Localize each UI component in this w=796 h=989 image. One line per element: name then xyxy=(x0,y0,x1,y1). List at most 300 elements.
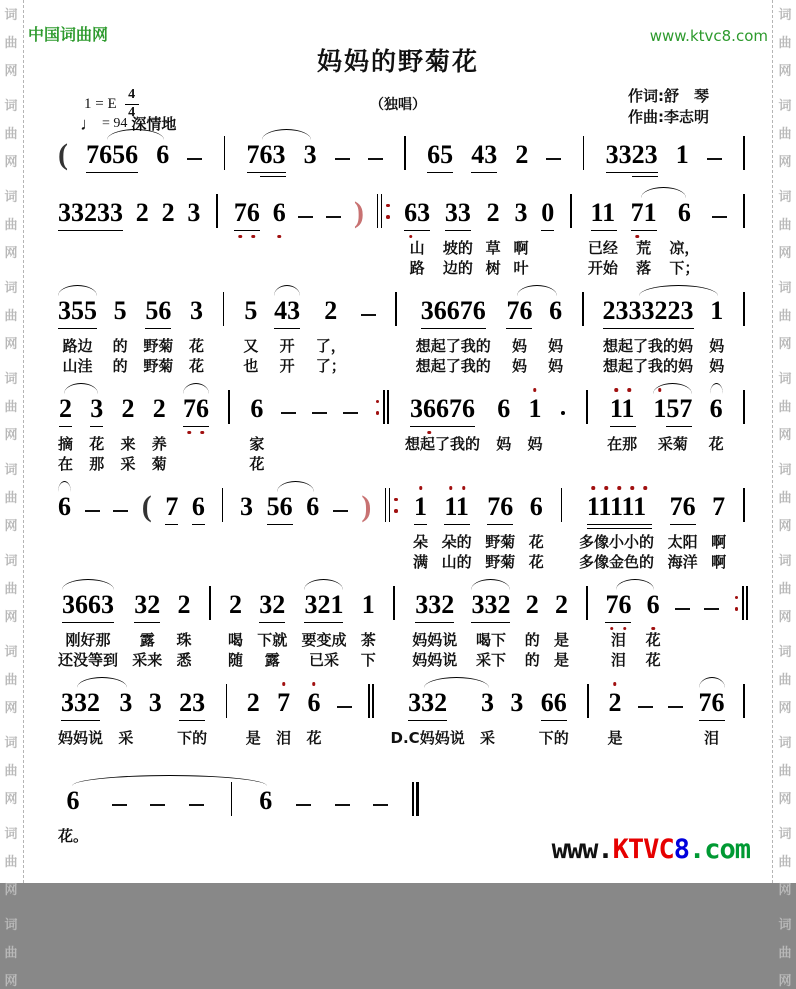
lyric-verse2: 海洋 xyxy=(667,553,698,571)
lyric-verse1: 珠 xyxy=(176,631,192,649)
octave-dot xyxy=(462,486,466,490)
watermark-char: 曲 xyxy=(778,491,792,506)
note-token: 32 下就 露 xyxy=(257,590,288,669)
barline xyxy=(218,480,226,572)
duration-dash xyxy=(312,382,327,474)
note-token: 76 泪 xyxy=(698,688,725,747)
note-token: 7 啊 啊 xyxy=(711,492,727,571)
octave-dot xyxy=(533,388,537,392)
lyric-verse1: 的 xyxy=(524,631,540,649)
watermark-char: 网 xyxy=(4,337,18,352)
beam-underline xyxy=(445,230,471,231)
watermark-char: 词 xyxy=(778,8,792,23)
watermark-char: 网 xyxy=(778,792,792,807)
note-token: 6 花 花 xyxy=(528,492,544,571)
lyric-verse2: 下； xyxy=(669,259,700,277)
note-token: 23 下的 xyxy=(177,688,208,747)
octave-dot xyxy=(615,388,619,392)
note-token: 36676 想起了我的 想起了我的 xyxy=(415,296,491,375)
duration-dash xyxy=(373,774,388,866)
watermark-char: 曲 xyxy=(4,582,18,597)
watermark-char: 曲 xyxy=(4,127,18,142)
beam-underline xyxy=(666,426,692,427)
beam-underline xyxy=(145,328,171,329)
note-token: 2 xyxy=(135,198,149,227)
barline xyxy=(401,128,409,180)
lyric-verse2: 悉 xyxy=(176,651,192,669)
watermark-char: 曲 xyxy=(4,946,18,961)
watermark-char: 曲 xyxy=(778,127,792,142)
logo-segment: www. xyxy=(551,834,613,865)
watermark-char: 网 xyxy=(4,428,18,443)
duration-dash xyxy=(296,774,311,866)
note-token: 2 xyxy=(515,140,529,169)
lyric-verse2: 采来 xyxy=(132,651,163,669)
lyric-verse2: 满 xyxy=(413,553,429,571)
lyric-verse2: 边的 xyxy=(442,259,473,277)
octave-dot xyxy=(239,235,243,239)
barline xyxy=(740,480,748,572)
note-token: 1 xyxy=(675,140,689,169)
barline xyxy=(584,676,592,768)
lyric-verse1: 了， xyxy=(315,337,346,355)
lyric-verse1: 是 xyxy=(245,729,261,747)
watermark-char: 曲 xyxy=(778,855,792,870)
note-token: 6 xyxy=(273,186,286,278)
barline xyxy=(374,382,389,474)
lyric-verse2: 开始 xyxy=(587,259,618,277)
lyric-verse1: 茶 xyxy=(360,631,376,649)
duration-dash xyxy=(337,676,352,768)
note-token: 6 花 花 xyxy=(645,590,661,669)
lyric-verse1: 刚好那 xyxy=(65,631,111,649)
beam-underline xyxy=(587,524,652,525)
note-token: 6 xyxy=(192,480,205,572)
beam-underline xyxy=(58,328,97,329)
beam-underline xyxy=(90,426,103,427)
lyric-verse1: 啊 xyxy=(513,239,529,257)
phrase-paren: ) xyxy=(354,196,365,229)
note-token: 6 凉， 下； xyxy=(669,198,700,277)
note-token: 11 在那 xyxy=(607,382,637,474)
duration-dash xyxy=(85,480,100,572)
beam-underline xyxy=(487,524,513,525)
lyric-verse1: 已经 xyxy=(587,239,618,257)
lyric-verse1: 下就 xyxy=(257,631,288,649)
note-token: 321 要变成 已采 xyxy=(301,590,347,669)
barline xyxy=(213,186,221,278)
barline xyxy=(583,382,591,474)
note-token: 76 妈 妈 xyxy=(506,296,533,375)
lyric-verse2: 啊 xyxy=(711,553,727,571)
lyric-verse1: 坡的 xyxy=(442,239,473,257)
duration-dash xyxy=(704,578,719,670)
watermark-char: 曲 xyxy=(778,946,792,961)
time-denominator: 4 xyxy=(128,104,136,120)
note-token: 2 摘 在 xyxy=(58,394,74,473)
lyric-verse1: 养 xyxy=(151,435,167,453)
lyric-verse2: 花 xyxy=(645,651,661,669)
lyric-verse1: 露 xyxy=(139,631,155,649)
lyric-verse2: 花 xyxy=(528,553,544,571)
quarter-note-icon: ♩ xyxy=(80,113,98,134)
barline xyxy=(740,676,748,768)
beam-underline xyxy=(247,172,286,173)
octave-dot xyxy=(409,235,413,239)
lyric-verse1: 下的 xyxy=(538,729,569,747)
note-token: 3323 xyxy=(606,128,658,180)
beam-underline xyxy=(62,622,114,623)
lyric-verse1: 花 xyxy=(89,435,105,453)
watermark-char: 词 xyxy=(4,645,18,660)
watermark-char: 曲 xyxy=(4,36,18,51)
duration-dash xyxy=(281,382,296,474)
lyric-verse1: 是 xyxy=(553,631,569,649)
lyric-verse2: 菊 xyxy=(151,455,167,473)
note-token: 2 的 的 xyxy=(524,590,540,669)
watermark-char: 曲 xyxy=(778,36,792,51)
watermark-char: 词 xyxy=(4,99,18,114)
watermark-char: 词 xyxy=(778,372,792,387)
watermark-char: 词 xyxy=(4,8,18,23)
watermark-char: 词 xyxy=(778,463,792,478)
octave-dot xyxy=(635,235,639,239)
note-token: 6 xyxy=(259,786,273,815)
beam-underline xyxy=(415,622,454,623)
note-token: 332 妈妈说 xyxy=(58,688,104,747)
duration-dash xyxy=(150,774,165,866)
performance-type: （独唱） xyxy=(370,97,426,113)
lyric-verse1: 开 xyxy=(279,337,295,355)
note-token: 3 采 xyxy=(480,688,496,747)
beam-underline xyxy=(631,230,657,231)
site-url-link[interactable]: www.ktvc8.com xyxy=(649,27,768,45)
note-token: 11 朵的 山的 xyxy=(442,480,472,572)
note-token: 2 喝 随 xyxy=(227,590,243,669)
watermark-char: 网 xyxy=(4,519,18,534)
note-token: 1 朵 满 xyxy=(413,480,428,572)
barline xyxy=(567,186,575,278)
note-token: 6 xyxy=(58,492,71,521)
lyric-verse2: 花 xyxy=(249,455,265,473)
lyric-verse2: 开 xyxy=(279,357,295,375)
beam-underline xyxy=(605,622,631,623)
lyric-verse2: 妈妈说 xyxy=(412,651,458,669)
barline xyxy=(220,284,228,376)
lyric-verse2: 采 xyxy=(120,455,136,473)
barline xyxy=(377,186,392,278)
note-token: 65 xyxy=(427,128,453,180)
octave-dot xyxy=(618,486,622,490)
duration-dash xyxy=(707,128,722,180)
lyric-verse2: 花 xyxy=(189,357,205,375)
lyric-verse2: 野菊 xyxy=(485,553,516,571)
octave-dot xyxy=(201,431,205,435)
ktvc8-logo-link[interactable] xyxy=(552,836,750,863)
note-token: 2333223 想起了我的妈 想起了我的妈 xyxy=(602,296,694,375)
note-token: 2 是 是 xyxy=(553,590,569,669)
note-token: 5 又 也 xyxy=(243,296,259,375)
octave-dot xyxy=(277,235,281,239)
watermark-char: 曲 xyxy=(778,673,792,688)
note-token: 2 来 采 xyxy=(120,394,136,473)
lyric-verse1: 妈妈说 xyxy=(412,631,458,649)
barline xyxy=(228,774,236,866)
lyric-verse2: 的 xyxy=(112,357,128,375)
beam-underline xyxy=(404,230,430,231)
lyric-verse1: 采 xyxy=(480,729,496,747)
lyric-verse1: 荒 xyxy=(636,239,652,257)
note-token: 33 坡的 边的 xyxy=(442,198,473,277)
note-token: 1 妈 妈 xyxy=(709,296,725,375)
lyric-verse1: 山 xyxy=(409,239,425,257)
watermark-char: 词 xyxy=(4,463,18,478)
note-token: 7656 xyxy=(86,128,138,180)
octave-dot xyxy=(644,486,648,490)
barline xyxy=(385,480,400,572)
octave-dot xyxy=(631,486,635,490)
octave-dot xyxy=(613,682,617,686)
lyric-verse1: 摘 xyxy=(58,435,74,453)
note-token: 76 xyxy=(234,186,260,278)
watermark-char: 网 xyxy=(4,792,18,807)
watermark-char: 词 xyxy=(778,918,792,933)
lyric-verse2: 多像金色的 xyxy=(578,553,654,571)
lyric-verse1: 泪 xyxy=(703,729,719,747)
beam-underline xyxy=(274,328,300,329)
lyric-verse1: 凉， xyxy=(669,239,700,257)
lyric-verse2: 路 xyxy=(409,259,425,277)
lyric-verse2: 想起了我的 xyxy=(415,357,491,375)
lyric-verse1: 想起了我的 xyxy=(415,337,491,355)
lyric-verse2: 露 xyxy=(264,651,280,669)
octave-dot xyxy=(605,486,609,490)
beam-underline xyxy=(414,524,427,525)
note-token: 32 露 采来 xyxy=(132,590,163,669)
duration-dash xyxy=(189,774,204,866)
beam-underline xyxy=(541,230,554,231)
barline xyxy=(557,480,565,572)
lyric-verse1: 多像小小的 xyxy=(578,533,654,551)
watermark-char: 曲 xyxy=(778,582,792,597)
watermark-char: 网 xyxy=(778,64,792,79)
note-token: 3 花 那 xyxy=(89,394,105,473)
lyric-verse2: 了； xyxy=(315,357,346,375)
lyric-verse1: 路边 xyxy=(62,337,93,355)
score-line xyxy=(58,284,748,376)
lyric-verse1: 朵 xyxy=(413,533,429,551)
watermark-char: 词 xyxy=(4,190,18,205)
beam-underline xyxy=(410,426,475,427)
lyric-verse1: 花 xyxy=(528,533,544,551)
note-token: 3 xyxy=(187,198,201,227)
note-token: 332 喝下 采下 xyxy=(471,590,511,669)
octave-dot xyxy=(592,486,596,490)
lyric-verse2: 在 xyxy=(58,455,74,473)
note-token: 332 D.C妈妈说 xyxy=(390,688,465,747)
note-token: 2 了， 了； xyxy=(315,296,346,375)
note-token: 763 xyxy=(247,128,286,180)
site-name-link[interactable]: 中国词曲网 xyxy=(28,25,109,44)
note-token: 157 采菊 xyxy=(653,382,692,474)
watermark-char: 词 xyxy=(778,827,792,842)
watermark-char: 网 xyxy=(4,155,18,170)
beam-underline xyxy=(86,172,138,173)
note-token: 0 xyxy=(541,186,554,278)
note-token: 2 是 xyxy=(245,688,261,747)
note-token: 3 花 花 xyxy=(189,296,205,375)
watermark-char: 网 xyxy=(4,974,18,989)
note-token: 355 路边 山洼 xyxy=(58,296,97,375)
score-line xyxy=(58,480,748,572)
note-token: 3 xyxy=(303,140,317,169)
lyric-verse1: 下的 xyxy=(177,729,208,747)
expression-text: 深情地 xyxy=(131,115,177,133)
note-token: 76 xyxy=(183,382,209,474)
watermark-char: 曲 xyxy=(778,309,792,324)
octave-dot xyxy=(312,682,316,686)
time-numerator: 4 xyxy=(128,87,136,102)
barline xyxy=(733,578,748,670)
beam-underline xyxy=(408,720,447,721)
beam-underline xyxy=(59,426,72,427)
note-token: 6 花 xyxy=(708,394,724,453)
watermark-char: 曲 xyxy=(4,764,18,779)
duration-dash xyxy=(368,128,383,180)
lyric-verse1: 妈 xyxy=(527,435,543,453)
lyric-verse2: 山的 xyxy=(441,553,472,571)
beam-underline xyxy=(260,176,286,177)
lyric-verse1: 是 xyxy=(607,729,623,747)
watermark-char: 网 xyxy=(778,883,792,898)
lyric-verse1: 妈 xyxy=(511,337,527,355)
beam-underline xyxy=(506,328,532,329)
note-token: 2 是 xyxy=(607,676,622,768)
lyric-verse1: 啊 xyxy=(711,533,727,551)
beam-underline xyxy=(471,622,510,623)
octave-dot xyxy=(419,486,423,490)
beam-underline xyxy=(699,720,725,721)
note-token: 71 荒 落 xyxy=(630,198,657,277)
watermark-char: 网 xyxy=(778,610,792,625)
barline xyxy=(583,578,591,670)
barline xyxy=(390,578,398,670)
watermark-char: 曲 xyxy=(4,309,18,324)
duration-dash xyxy=(298,186,313,278)
watermark-char: 词 xyxy=(4,281,18,296)
barline xyxy=(740,186,748,278)
barline xyxy=(225,382,233,474)
note-token: 6 花。 xyxy=(58,786,89,845)
note-token: 1 妈 xyxy=(527,382,542,474)
note-token: 2 养 菊 xyxy=(151,394,167,473)
watermark-char: 网 xyxy=(778,974,792,989)
lyric-verse1: 野菊 xyxy=(485,533,516,551)
score-line xyxy=(58,128,748,180)
lyric-verse2: 泪 xyxy=(610,651,626,669)
watermark-char: 曲 xyxy=(4,400,18,415)
lyric-verse1: 太阳 xyxy=(667,533,698,551)
lyric-verse1: 采菊 xyxy=(657,435,688,453)
augmentation-dot xyxy=(559,382,567,474)
watermark-char: 词 xyxy=(778,736,792,751)
lyric-verse2: 想起了我的妈 xyxy=(603,357,694,375)
note-token: 33233 xyxy=(58,186,123,278)
logo-segment: .com xyxy=(688,834,750,865)
lyric-verse1: 妈 xyxy=(496,435,512,453)
watermark-char: 词 xyxy=(778,554,792,569)
octave-dot xyxy=(610,627,614,631)
beam-underline xyxy=(670,524,696,525)
lyric-verse2: 的 xyxy=(524,651,540,669)
beam-underline xyxy=(632,176,658,177)
lyric-verse1: 花 xyxy=(708,435,724,453)
score-line xyxy=(58,382,748,474)
watermark-char: 网 xyxy=(778,246,792,261)
lyric-verse2: 那 xyxy=(89,455,105,473)
duration-dash xyxy=(712,186,727,278)
note-token: 6 xyxy=(156,140,170,169)
duration-dash xyxy=(333,480,348,572)
beam-underline xyxy=(444,524,470,525)
octave-dot xyxy=(282,682,286,686)
lyric-verse2: 妈 xyxy=(709,357,725,375)
score-line xyxy=(58,774,420,866)
watermark-char: 网 xyxy=(778,337,792,352)
note-token: 63 山 路 xyxy=(404,198,431,277)
lyric-verse2: 落 xyxy=(636,259,652,277)
watermark-char: 词 xyxy=(4,372,18,387)
note-token: 43 开 开 xyxy=(274,296,301,375)
lyric-verse2: 山洼 xyxy=(62,357,93,375)
lyric-verse1: 野菊 xyxy=(143,337,174,355)
watermark-char: 词 xyxy=(778,190,792,205)
lyric-verse1: 泪 xyxy=(276,729,292,747)
beam-underline xyxy=(183,426,209,427)
lyric-verse1: 喝 xyxy=(227,631,243,649)
watermark-char: 网 xyxy=(778,519,792,534)
lyric-verse1: D.C妈妈说 xyxy=(390,729,465,747)
note-token: 76 泪 泪 xyxy=(605,590,632,669)
beam-underline xyxy=(541,720,567,721)
lyric-verse1: 要变成 xyxy=(301,631,347,649)
lyric-verse2: 野菊 xyxy=(143,357,174,375)
beam-underline xyxy=(259,622,285,623)
duration-dash xyxy=(668,676,683,768)
barline xyxy=(392,284,400,376)
watermark-char: 网 xyxy=(4,64,18,79)
watermark-char: 网 xyxy=(778,155,792,170)
note-token: 7 泪 xyxy=(276,676,291,768)
lyric-verse1: 的 xyxy=(112,337,128,355)
beam-underline xyxy=(610,426,636,427)
octave-dot xyxy=(651,627,655,631)
watermark-char: 词 xyxy=(4,736,18,751)
note-token: 3 采 xyxy=(118,688,134,747)
octave-dot xyxy=(428,431,432,435)
lyric-verse1: 又 xyxy=(243,337,259,355)
beam-underline xyxy=(165,524,178,525)
barline xyxy=(206,578,214,670)
tempo-value: = 94 xyxy=(102,115,128,131)
watermark-char: 曲 xyxy=(778,764,792,779)
lyric-verse1: 想起了我的 xyxy=(404,435,480,453)
barline xyxy=(740,382,748,474)
note-token: 6 xyxy=(306,492,320,521)
lyric-verse1: 花 xyxy=(645,631,661,649)
logo-segment: 8 xyxy=(673,834,689,865)
score-line xyxy=(58,676,748,768)
